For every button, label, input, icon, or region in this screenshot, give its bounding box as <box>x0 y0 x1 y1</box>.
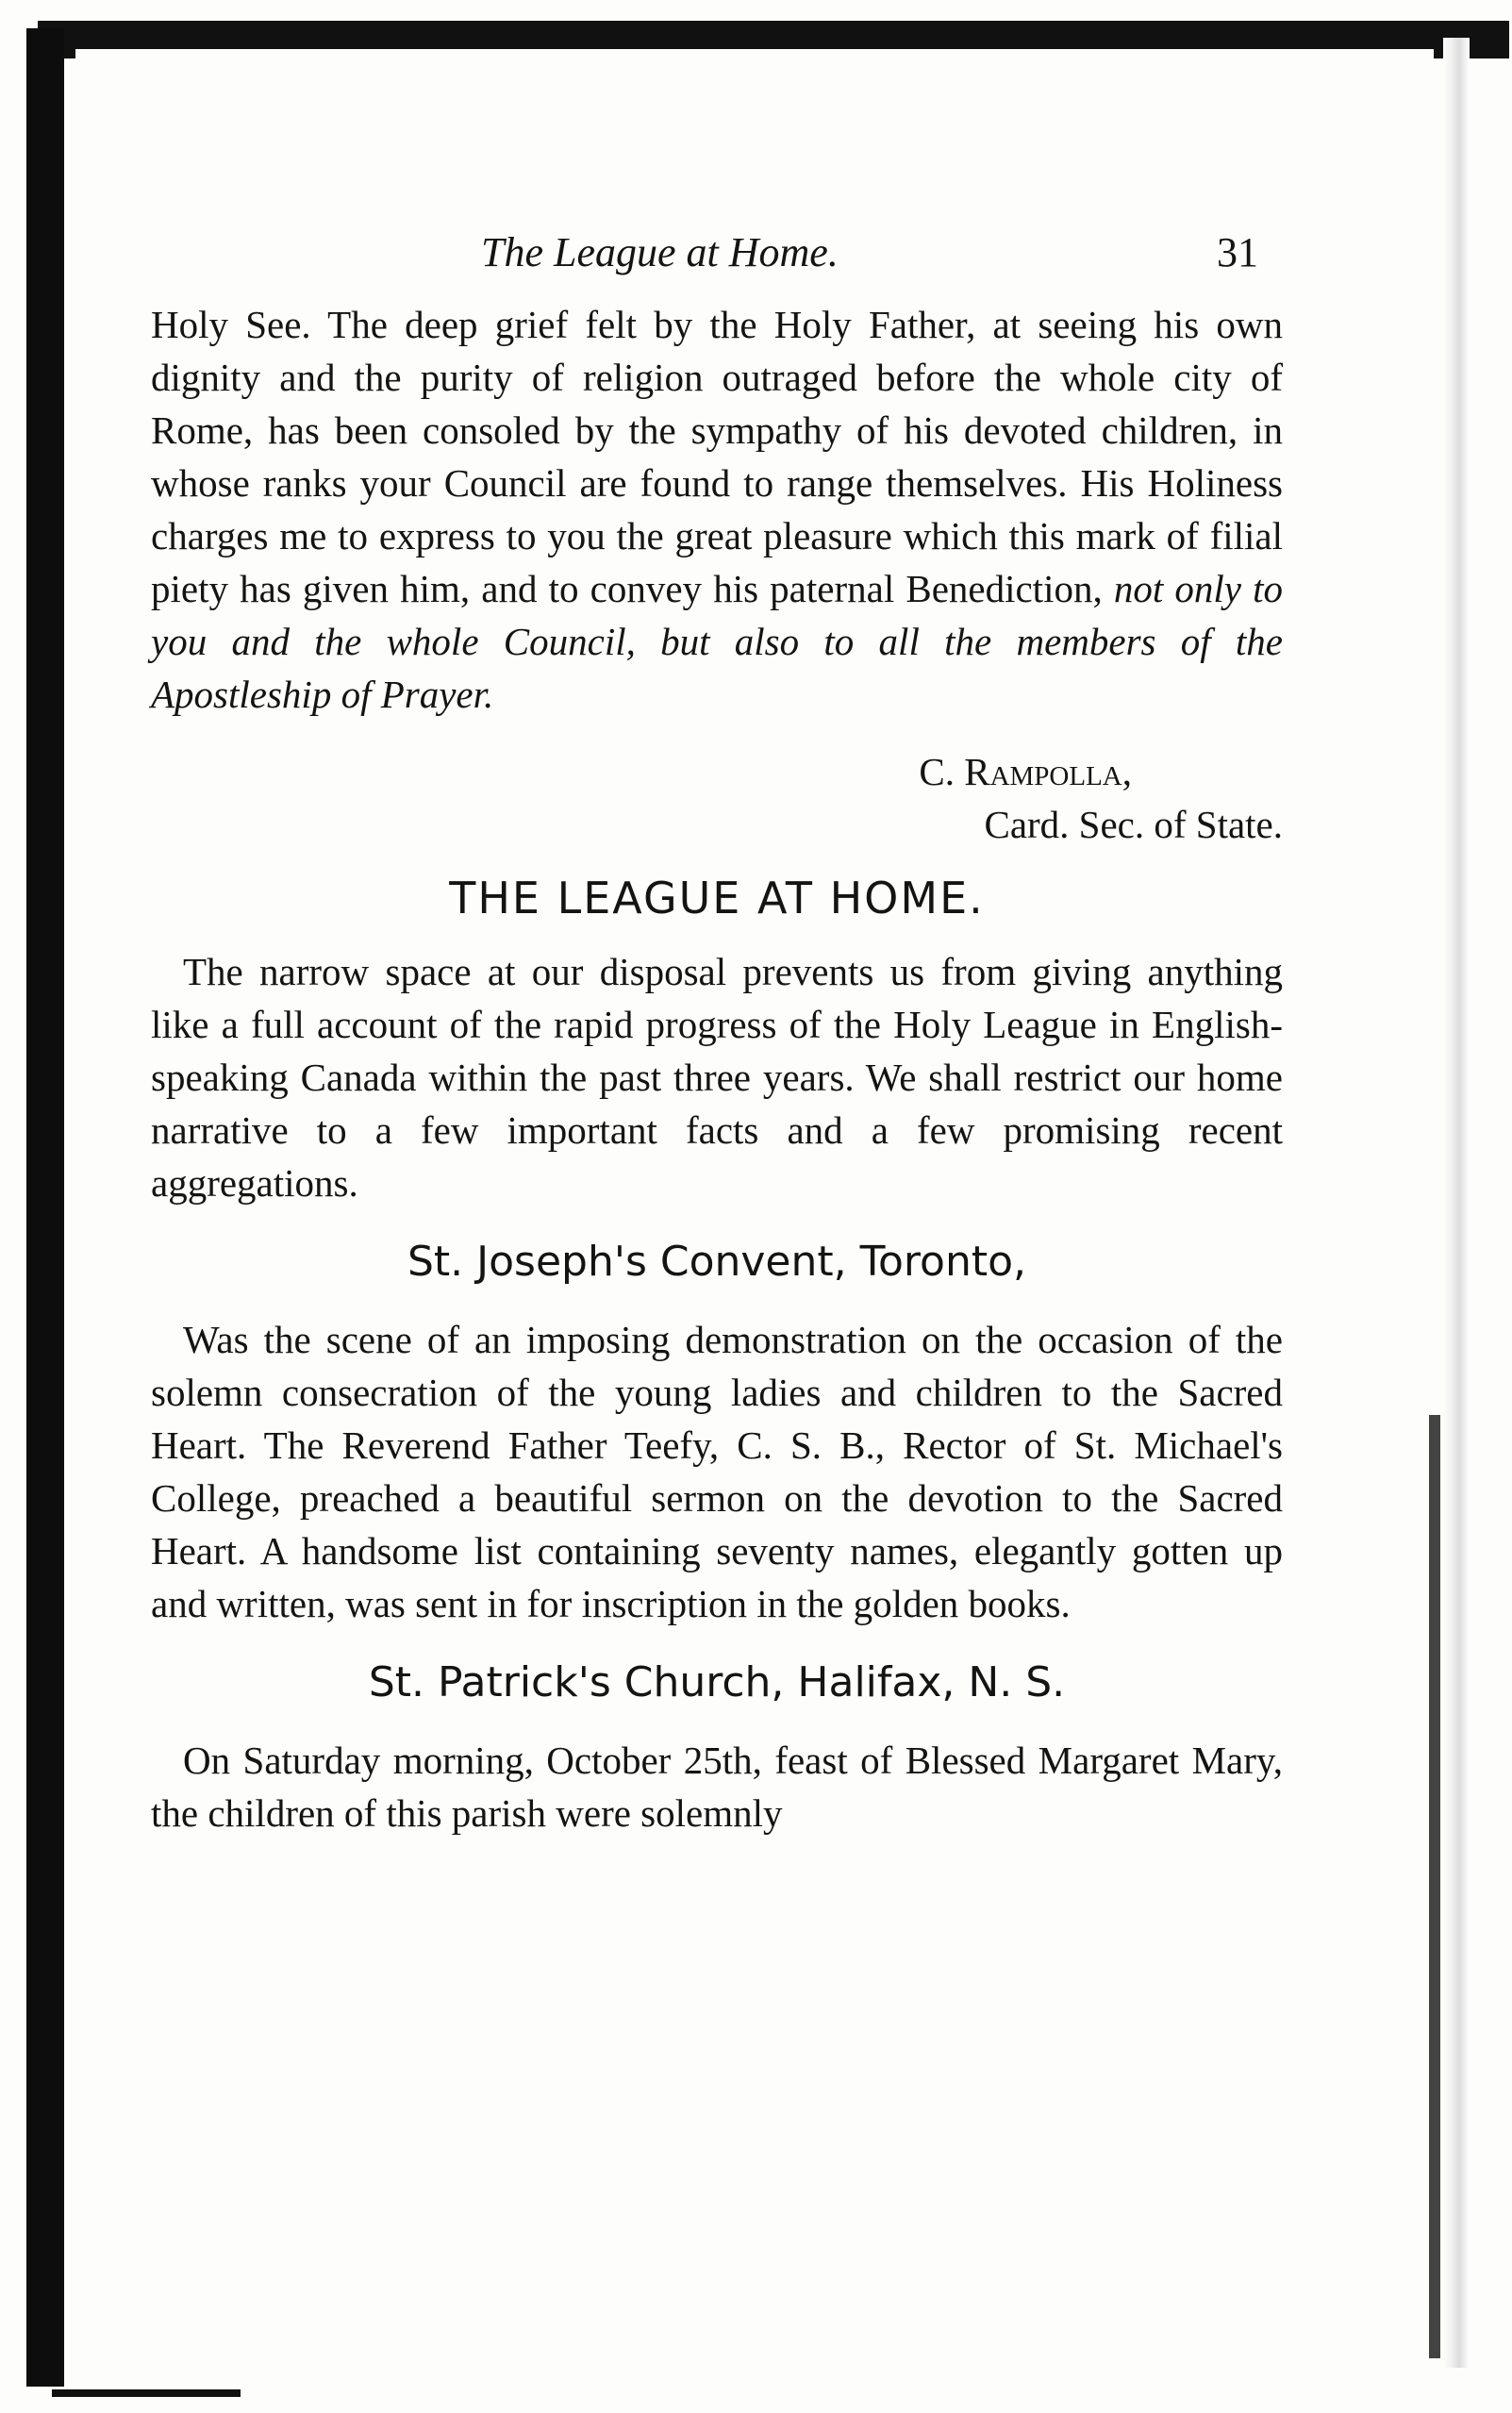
scan-border-right <box>1443 38 1470 2368</box>
page-content <box>151 226 1283 1839</box>
letter-text: Holy See. The deep grief felt by the Holy Father, at seeing his own dignity and the purity of religion outraged before the whole city of Rome, has been consoled by the sympathy of his devoted children, in whose ranks your Council are found to range themselves. His Holiness charges me to express to you the great pleasure which this mark of filial piety has given him, and to convey his paternal Benediction, <box>151 303 1283 610</box>
entry-heading: St. Patrick's Church, Halifax, N. S. <box>368 1658 1066 1706</box>
scan-border-left <box>26 28 64 2387</box>
scan-border-top-gap <box>75 49 1434 60</box>
scan-border-right-shadow <box>1429 1415 1440 2358</box>
entry-text: Was the scene of an imposing demonstration on the occasion of the solemn consecration of the young ladies and children to the Sacred Heart. The Reverend Father Teefy, C. S. B., Rector of St. Michael's College, preached a beautiful sermon on the devotion to the Sacred Heart. A handsome list containing seventy names, elegantly gotten up and written, was sent in for inscription in the golden books. <box>151 1318 1283 1625</box>
section-intro: The narrow space at our disposal prevents us from giving anything like a full account of the rapid progress of the Holy League in English-speaking Canada within the past three years. We shall restrict our home narrative to a few important facts and a few promising recent aggregations. <box>151 950 1283 1205</box>
running-head <box>151 226 1283 292</box>
signature-title: Card. Sec. of State. <box>984 803 1283 846</box>
entry-heading: St. Joseph's Convent, Toronto, <box>407 1238 1027 1286</box>
running-title: The League at Home. <box>481 229 839 275</box>
entry-text: On Saturday morning, October 25th, feast of Blessed Margaret Mary, the children of this parish were solemnly <box>151 1739 1283 1835</box>
page-number: 31 <box>1217 229 1258 275</box>
section-heading: THE LEAGUE AT HOME. <box>449 873 985 924</box>
scan-border-bottom <box>52 2389 241 2397</box>
letter-paragraph <box>151 298 1283 721</box>
letter-italic-text: not only to you and the whole Council, but also to all the members of the Apostleship of Prayer. <box>151 567 1284 716</box>
signature-name: C. Rampolla, <box>919 750 1132 793</box>
